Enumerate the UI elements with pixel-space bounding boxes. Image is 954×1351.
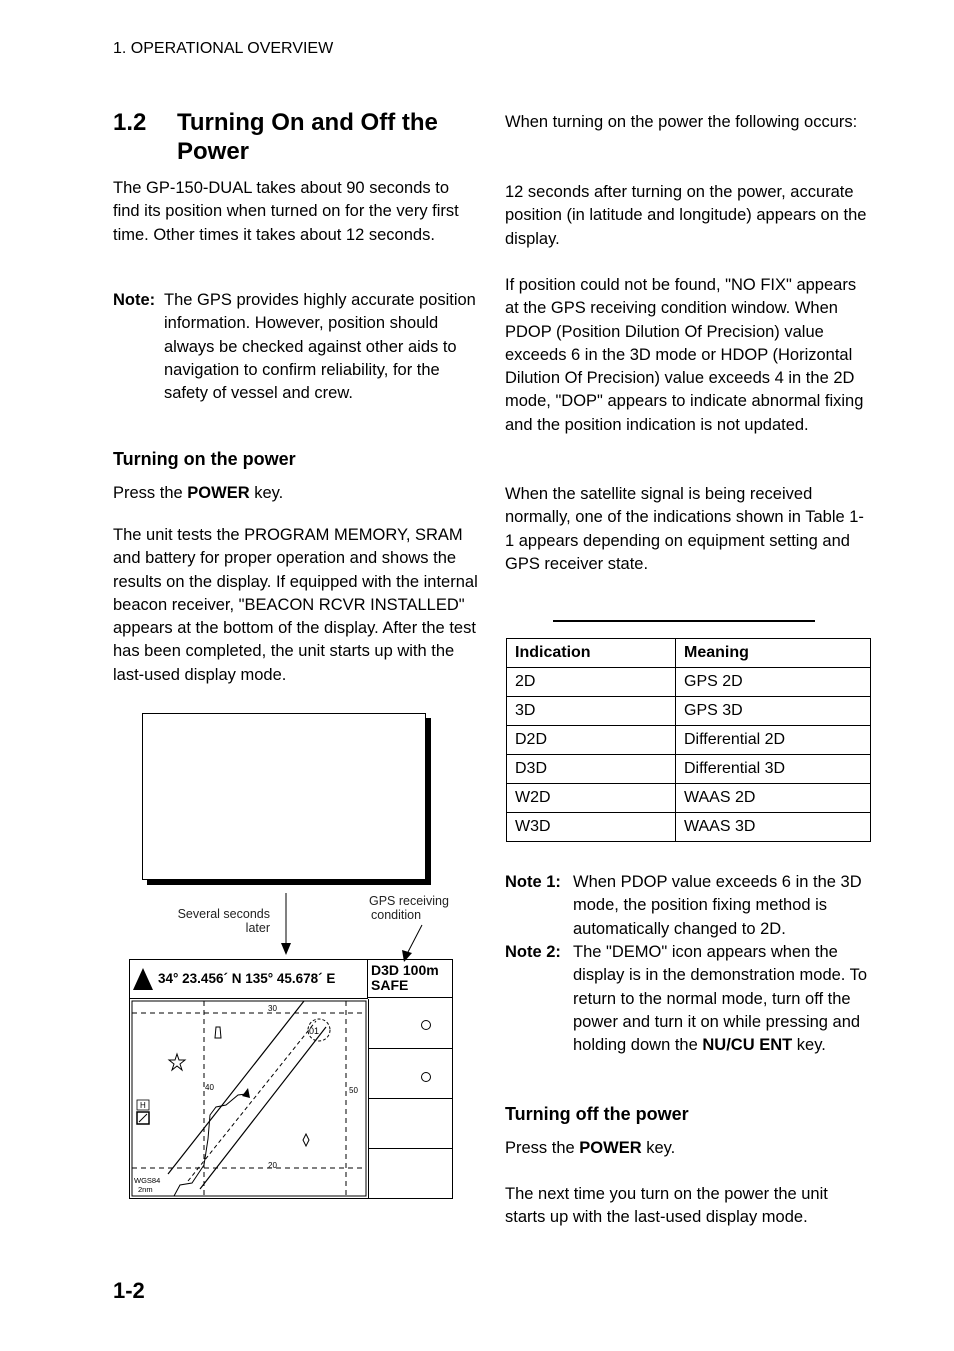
table-cell: 2D — [507, 668, 676, 697]
info-panel-2 — [368, 1049, 453, 1099]
note-text: The GPS provides highly accurate position information. However, position should always be checked against other aids to navigation to confirm reliability, for the safety of vessel and crew. — [164, 291, 476, 403]
waypoint-label: 01 — [309, 1026, 320, 1036]
note2-text — [573, 941, 870, 1057]
chart-frame — [132, 1001, 366, 1196]
press-prefix: Press the — [113, 484, 188, 502]
press-power-off-paragraph — [505, 1137, 870, 1160]
gps-status-box — [368, 960, 452, 998]
buoy-icon — [303, 1134, 309, 1146]
running-header: 1. OPERATIONAL OVERVIEW — [113, 40, 334, 57]
table-row — [507, 668, 871, 697]
note-label: Note: — [113, 291, 156, 309]
info-panel-1 — [368, 999, 453, 1049]
subheading-turning-off: Turning off the power — [505, 1104, 689, 1124]
arrow-gps-line — [408, 925, 422, 952]
info-panel-3 — [368, 1099, 453, 1149]
table-cell: GPS 3D — [676, 697, 871, 726]
position-bar — [130, 960, 368, 999]
page-number: 1-2 — [113, 1278, 145, 1303]
label-gps-line2: condition — [371, 908, 422, 922]
note1-text: When PDOP value exceeds 6 in the 3D mode, the position fixing method is automatically changed to 2D. — [573, 873, 862, 938]
next-time-paragraph: The next time you turn on the power the unit starts up with the last-used display mode. — [505, 1185, 828, 1227]
table-header-cell: Meaning — [676, 639, 871, 668]
table-header-cell: Indication — [507, 639, 676, 668]
status-mode: D3D 100m — [371, 962, 439, 978]
satellite-signal-paragraph: When the satellite signal is being received normally, one of the indications shown in Table 1-1 appears depending on equipment setting and GPS receiver state. — [505, 485, 864, 573]
twelve-seconds-paragraph: 12 seconds after turning on the power, accurate position (in latitude and longitude) appears on the display. — [505, 183, 867, 248]
tick-label: 30 — [268, 1004, 277, 1013]
table-row — [507, 755, 871, 784]
press-suffix: key. — [641, 1139, 676, 1157]
note2-block — [505, 941, 870, 1057]
power-key-label: POWER — [187, 484, 250, 502]
label-gps-line1: GPS receiving — [369, 894, 449, 908]
arrow-down-head — [281, 943, 291, 955]
star-icon — [169, 1054, 185, 1070]
tick-label: 40 — [205, 1083, 214, 1092]
table-cell: Differential 3D — [676, 755, 871, 784]
indicator-circle — [421, 1072, 431, 1082]
info-panel-4 — [368, 1149, 453, 1198]
table-cell: 3D — [507, 697, 676, 726]
nucu-ent-key-label: NU/CU ENT — [702, 1036, 793, 1055]
course-line — [168, 1001, 304, 1174]
table-caption-rule — [553, 620, 815, 622]
table-row — [507, 813, 871, 842]
table-cell: W3D — [507, 813, 676, 842]
label-later-line2: later — [245, 921, 270, 935]
table-cell: Differential 2D — [676, 726, 871, 755]
label-later-line1: Several seconds — [177, 907, 270, 921]
table-cell: D2D — [507, 726, 676, 755]
status-safe: SAFE — [371, 977, 409, 993]
note2-text-b: key. — [792, 1036, 826, 1055]
course-line — [200, 1027, 326, 1189]
section-heading: Turning On and Off the Power — [177, 109, 438, 165]
intro-paragraph: The GP-150-DUAL takes about 90 seconds to find its position when turned on for the very first time. Other times it takes about 12 seconds. — [113, 179, 459, 244]
press-prefix: Press the — [505, 1139, 580, 1157]
power-key-label: POWER — [579, 1139, 642, 1157]
h-marker-label: H — [140, 1101, 146, 1110]
scale-label: 2nm — [138, 1185, 153, 1194]
position-readout: 34° 23.456´ N 135° 45.678´ E — [158, 971, 336, 986]
table-cell: WAAS 3D — [676, 813, 871, 842]
table-cell: D3D — [507, 755, 676, 784]
subheading-turning-on: Turning on the power — [113, 449, 296, 469]
section-number: 1.2 — [113, 109, 147, 136]
note2-label: Note 2: — [505, 943, 561, 961]
own-ship-icon — [132, 967, 154, 991]
coastline — [174, 1094, 246, 1196]
press-suffix: key. — [249, 484, 284, 502]
note1-label: Note 1: — [505, 873, 561, 891]
datum-label: WGS84 — [134, 1176, 161, 1185]
power-on-intro: When turning on the power the following occurs: — [505, 113, 858, 131]
tick-label: 50 — [349, 1086, 358, 1095]
ship-marker — [242, 1088, 250, 1098]
note2-text-a: The "DEMO" icon appears when the display is in the demonstration mode. To return to the normal mode, turn off the power and turn it on while pressing and holding down the — [573, 943, 868, 1055]
no-fix-paragraph: If position could not be found, "NO FIX" appears at the GPS receiving condition window. When PDOP (Position Dilution Of Precision) value exceeds 6 in the 3D mode or HDOP (Horizontal Dilution Of Precision) value exceeds 4 in the 2D mode, "DOP" appears to indicate abnormal fixing and the position indication is not updated. — [505, 276, 864, 434]
course-line-dashed — [188, 1021, 316, 1181]
note1-block — [505, 871, 870, 941]
table-cell: WAAS 2D — [676, 784, 871, 813]
table-header-row — [507, 639, 871, 668]
table-cell: GPS 2D — [676, 668, 871, 697]
table-cell: W2D — [507, 784, 676, 813]
self-test-paragraph: The unit tests the PROGRAM MEMORY, SRAM and battery for proper operation and shows the results on the display. If equipped with the internal beacon receiver, "BEACON RCVR INSTALLED" appears at the bottom of the display. After the test has been completed, the unit starts up with the last-used display mode. — [113, 526, 478, 684]
lighthouse-icon — [215, 1027, 221, 1038]
table-row — [507, 697, 871, 726]
indicator-circle — [421, 1020, 431, 1030]
plotter-screen — [129, 959, 453, 1199]
chart-area — [130, 999, 368, 1198]
table-row — [507, 726, 871, 755]
table-row — [507, 784, 871, 813]
tick-label: 20 — [268, 1161, 277, 1170]
indication-table — [506, 638, 871, 842]
